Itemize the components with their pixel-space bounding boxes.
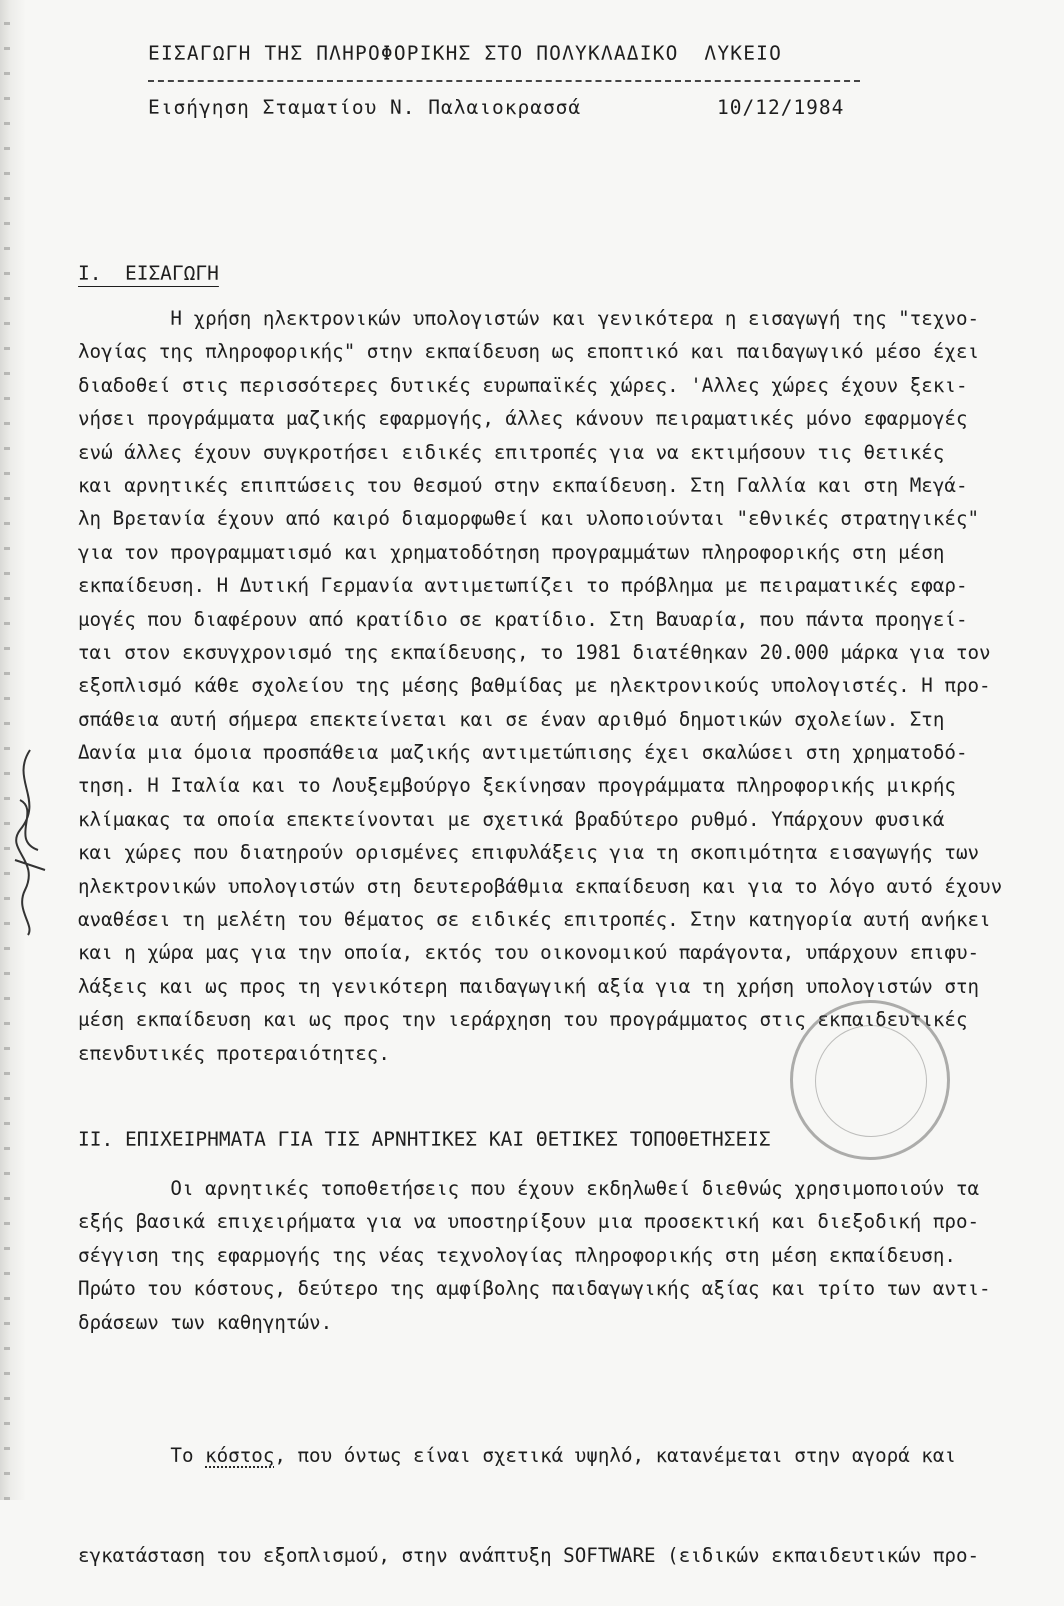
text-line: Η χρήση ηλεκτρονικών υπολογιστών και γενικότερα η εισαγωγή της "τεχνο-: [78, 307, 980, 330]
text-line: για τον προγραμματισμό και χρηματοδότηση προγραμμάτων πληροφορικής στη μέση: [78, 540, 945, 564]
text-line: και αρνητικές επιπτώσεις του θεσμού στην εκπαίδευση. Στη Γαλλία και στη Μεγά-: [78, 473, 968, 497]
text-line: εκπαίδευση. Η Δυτική Γερμανία αντιμετωπίζει το πρόβλημα με πειραματικές εφαρ-: [78, 574, 968, 598]
text-line: τηση. Η Ιταλία και το Λουξεμβούργο ξεκίνησαν προγράμματα πληροφορικής μικρής: [78, 774, 956, 798]
document-author: Εισήγηση Σταματίου Ν. Παλαιοκρασσά: [148, 96, 582, 119]
text-line: σπάθεια αυτή σήμερα επεκτείνεται και σε έναν αριθμό δημοτικών σχολείων. Στη: [78, 707, 945, 731]
text-line: μογές που διαφέρουν από κρατίδιο σε κρατίδιο. Στη Βαυαρία, που πάντα προηγεί-: [78, 607, 968, 631]
text-line: σέγγιση της εφαρμογής της νέας τεχνολογίας πληροφορικής στη μέση εκπαίδευση.: [78, 1243, 956, 1267]
text-line: και χώρες που διατηρούν ορισμένες επιφυλάξεις για τη σκοπιμότητα εισαγωγής των: [78, 841, 980, 865]
text-line: και η χώρα μας για την οποία, εκτός του οικονομικού παράγοντα, υπάρχουν επιφυ-: [78, 941, 980, 965]
text-line: Οι αρνητικές τοποθετήσεις που έχουν εκδηλωθεί διεθνώς χρησιμοποιούν τα: [78, 1177, 980, 1200]
text-fragment: , που όντως είναι σχετικά υψηλό, κατανέμεται στην αγορά και: [274, 1443, 956, 1467]
text-fragment: Το: [78, 1443, 206, 1467]
text-line: εξής βασικά επιχειρήματα για να υποστηρίξουν μια προσεκτική και διεξοδική προ-: [78, 1210, 980, 1234]
document-date: 10/12/1984: [717, 96, 845, 119]
handwritten-signature: [0, 740, 60, 940]
text-line: μέση εκπαίδευση και ως προς την ιεράρχηση του προγράμματος στις εκπαιδευτικές: [78, 1008, 968, 1032]
paragraph-cost: [78, 1372, 1038, 1606]
text-line: [78, 1439, 1038, 1472]
text-line: διαδοθεί στις περισσότερες δυτικές ευρωπαϊκές χώρες. 'Αλλες χώρες έχουν ξεκι-: [78, 373, 968, 397]
text-line: ται στον εκσυγχρονισμό της εκπαίδευσης, το 1981 διατέθηκαν 20.000 μάρκα για τον: [78, 640, 991, 664]
paragraph-introduction: [78, 302, 1038, 1070]
text-line: λογίας της πληροφορικής" στην εκπαίδευση ως εποπτικό και παιδαγωγικό μέσο έχει: [78, 340, 980, 364]
text-line: νήσει προγράμματα μαζικής εφαρμογής, άλλες κάνουν πειραματικές μόνο εφαρμογές: [78, 407, 968, 431]
text-line: Πρώτο του κόστους, δεύτερο της αμφίβολης παιδαγωγικής αξίας και τρίτο των αντι-: [78, 1277, 991, 1301]
section-heading-introduction: Ι. ΕΙΣΑΓΩΓΗ: [78, 262, 219, 285]
underlined-term: κόστος: [205, 1443, 275, 1467]
text-line: λη Βρετανία έχουν από καιρό διαμορφωθεί και υλοποιούνται "εθνικές στρατηγικές": [78, 507, 980, 531]
text-line: αναθέσει τη μελέτη του θέματος σε ειδικές επιτροπές. Στην κατηγορία αυτή ανήκει: [78, 908, 991, 932]
text-line: εξοπλισμό κάθε σχολείου της μέσης βαθμίδας με ηλεκτρονικούς υπολογιστές. Η προ-: [78, 674, 991, 698]
document-title: ΕΙΣΑΓΩΓΗ ΤΗΣ ΠΛΗΡΟΦΟΡΙΚΗΣ ΣΤΟ ΠΟΛΥΚΛΑΔΙΚΟ ΛΥΚΕΙΟ: [148, 42, 783, 65]
text-line: κλίμακας τα οποία επεκτείνονται με σχετικά βραδύτερο ρυθμό. Υπάρχουν φυσικά: [78, 807, 945, 831]
official-stamp: [790, 1000, 950, 1160]
text-line: Δανία μια όμοια προσπάθεια μαζικής αντιμετώπισης έχει σκαλώσει στη χρηματοδό-: [78, 741, 968, 765]
text-line: δράσεων των καθηγητών.: [78, 1310, 333, 1334]
text-line: ηλεκτρονικών υπολογιστών στη δευτεροβάθμια εκπαίδευση και για το λόγο αυτό έχουν: [78, 874, 1003, 898]
section-heading-arguments: ΙΙ. ΕΠΙΧΕΙΡΗΜΑΤΑ ΓΙΑ ΤΙΣ ΑΡΝΗΤΙΚΕΣ ΚΑΙ ΘΕΤΙΚΕΣ ΤΟΠΟΘΕΤΗΣΕΙΣ: [78, 1128, 771, 1151]
text-line: επενδυτικές προτεραιότητες.: [78, 1041, 390, 1065]
text-line: εγκατάσταση του εξοπλισμού, στην ανάπτυξη SOFTWARE (ειδικών εκπαιδευτικών προ-: [78, 1544, 980, 1568]
stamp-inner-ring: [815, 1025, 927, 1137]
text-line: ενώ άλλες έχουν συγκροτήσει ειδικές επιτροπές για να εκτιμήσουν τις θετικές: [78, 440, 945, 464]
paragraph-negative-positions: [78, 1172, 1038, 1339]
text-line: λάξεις και ως προς τη γενικότερη παιδαγωγική αξία για τη χρήση υπολογιστών στη: [78, 974, 980, 998]
title-divider: [148, 80, 860, 82]
